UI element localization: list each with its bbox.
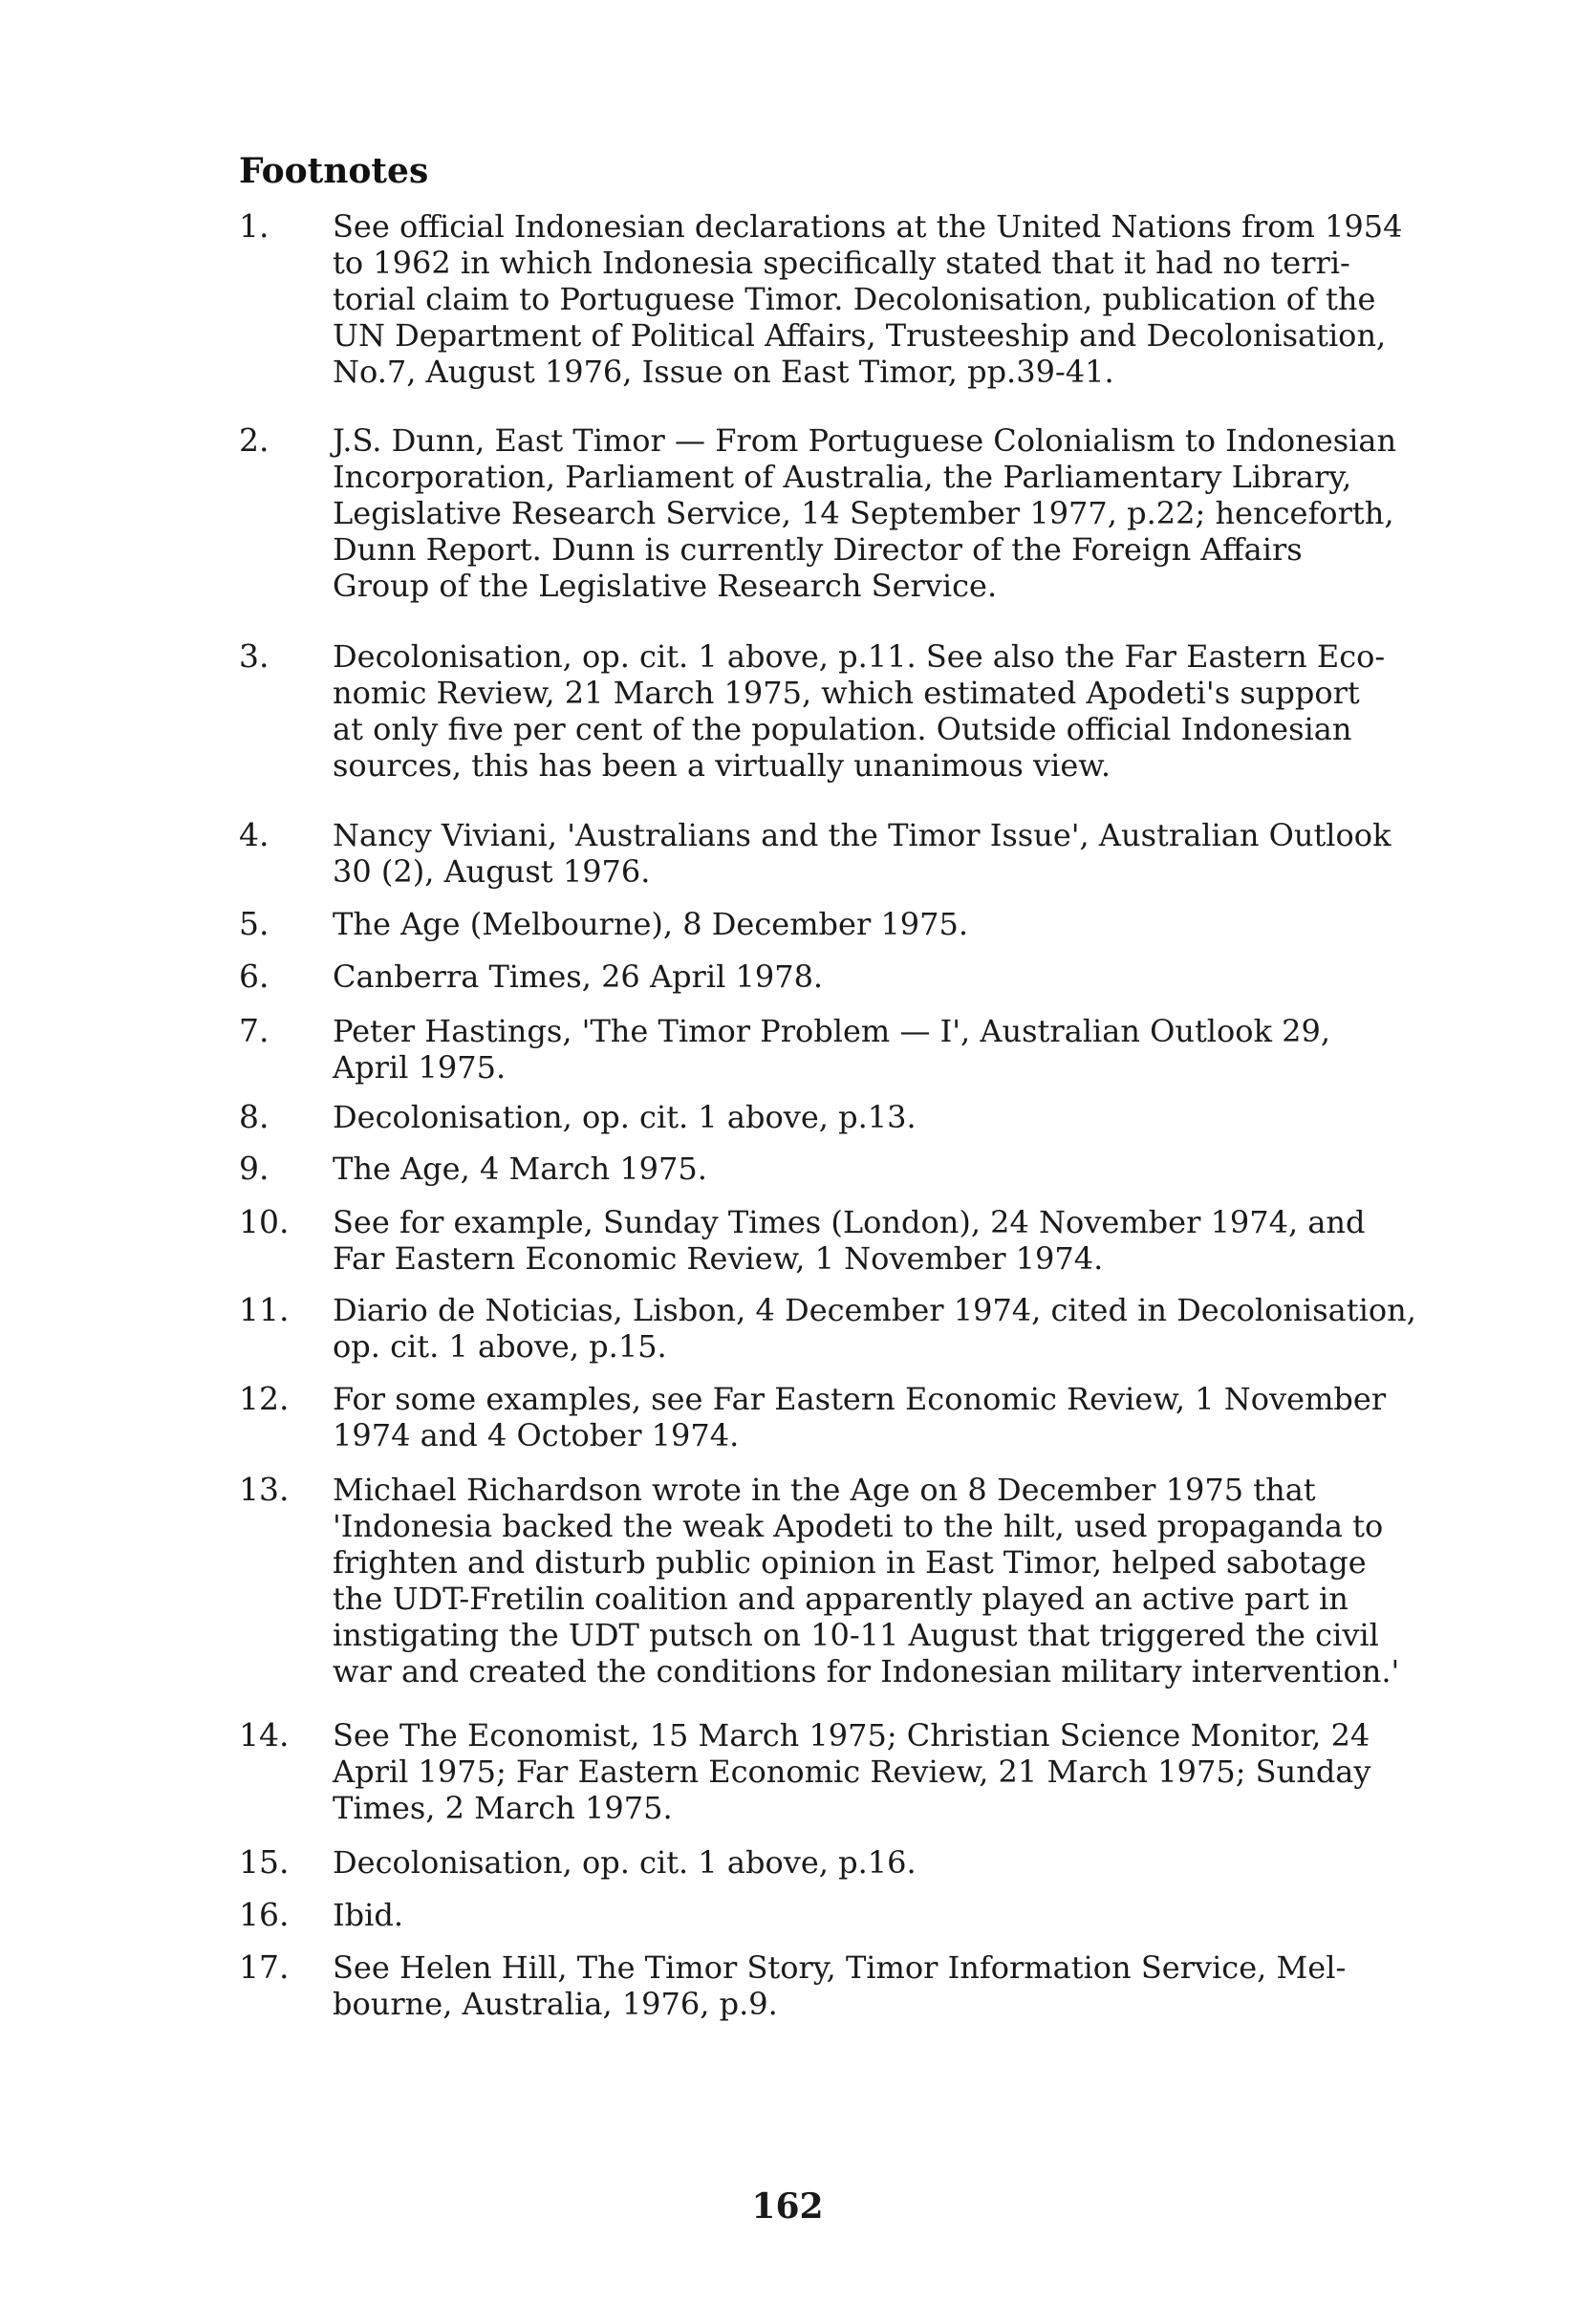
footnote-text: J.S. Dunn, East Timor — From Portuguese Colonialism to Indonesian Incorporation, Parliament of Australia, the Parliamentary Library, Legislative Research Service, 14 September 1977, p.22; henceforth, Dunn Report. Dunn is currently Director of the Foreign Affairs Group of the Legislative Research Service.: [333, 422, 1397, 604]
footnote-number: 16.: [239, 1896, 290, 1933]
footnote-text: Ibid.: [333, 1897, 404, 1933]
footnote-number: 13.: [239, 1471, 290, 1508]
footnote-number: 14.: [239, 1716, 290, 1754]
footnote-text: Michael Richardson wrote in the Age on 8 December 1975 that 'Indonesia backed the weak Apodeti to the hilt, used propaganda to frighten and disturb public opinion in East Timor, helped sabotage the UDT-Fretilin coalition and apparently played an active part in instigating the UDT putsch on 10-11 August that triggered the civil war and created the conditions for Indonesian military intervention.': [333, 1472, 1400, 1689]
footnote-text: Nancy Viviani, 'Australians and the Timor Issue', Australian Outlook 30 (2), August 1976.: [333, 817, 1392, 890]
footnote-text: The Age, 4 March 1975.: [333, 1151, 707, 1187]
footnote-1: [239, 208, 1443, 390]
footnote-number: 4.: [239, 816, 270, 853]
footnote-9: [239, 1151, 1443, 1187]
footnote-text: Decolonisation, op. cit. 1 above, p.13.: [333, 1099, 917, 1135]
footnote-2: [239, 422, 1443, 604]
footnote-text: See The Economist, 15 March 1975; Christian Science Monitor, 24 April 1975; Far Eastern Economic Review, 21 March 1975; Sunday Times, 2 March 1975.: [333, 1717, 1371, 1826]
footnote-12: [239, 1381, 1443, 1453]
footnote-4: [239, 817, 1443, 890]
footnote-text: Decolonisation, op. cit. 1 above, p.11. See also the Far Eastern Eco- nomic Review, 21 March 1975, which estimated Apodeti's support at only five per cent of the population. Outside official Indonesian sources, this has been a virtually unanimous view.: [333, 638, 1386, 784]
footnote-text: Diario de Noticias, Lisbon, 4 December 1974, cited in Decolonisation, op. cit. 1 above, p.15.: [333, 1292, 1416, 1365]
footnote-7: [239, 1013, 1443, 1086]
footnote-number: 3.: [239, 637, 270, 675]
footnote-14: [239, 1717, 1443, 1826]
footnote-text: Peter Hastings, 'The Timor Problem — I', Australian Outlook 29, April 1975.: [333, 1013, 1331, 1086]
footnote-number: 8.: [239, 1098, 270, 1135]
footnote-11: [239, 1292, 1443, 1365]
footnotes-heading: Footnotes: [239, 151, 429, 191]
footnote-number: 1.: [239, 207, 270, 245]
footnote-3: [239, 638, 1443, 784]
footnote-17: [239, 1949, 1443, 2022]
footnote-number: 11.: [239, 1291, 290, 1328]
footnote-6: [239, 958, 1443, 995]
footnote-number: 2.: [239, 421, 270, 459]
footnote-number: 15.: [239, 1843, 290, 1881]
footnote-text: Canberra Times, 26 April 1978.: [333, 958, 824, 995]
footnote-number: 10.: [239, 1203, 290, 1240]
footnote-text: For some examples, see Far Eastern Economic Review, 1 November 1974 and 4 October 1974.: [333, 1381, 1387, 1453]
footnote-16: [239, 1897, 1443, 1933]
footnote-number: 6.: [239, 958, 270, 995]
footnote-text: See Helen Hill, The Timor Story, Timor Information Service, Mel- bourne, Australia, 1976, p.9.: [333, 1949, 1347, 2022]
footnote-text: The Age (Melbourne), 8 December 1975.: [333, 906, 969, 942]
footnote-number: 17.: [239, 1948, 290, 1986]
footnote-text: See official Indonesian declarations at the United Nations from 1954 to 1962 in which Indonesia specifically stated that it had no terri- torial claim to Portuguese Timor. Decolonisation, publication of the UN Department of Political Affairs, Trusteeship and Decolonisation, No.7, August 1976, Issue on East Timor, pp.39-41.: [333, 208, 1403, 390]
footnote-number: 12.: [239, 1380, 290, 1417]
footnote-5: [239, 906, 1443, 942]
footnote-number: 7.: [239, 1012, 270, 1049]
footnote-text: See for example, Sunday Times (London), 24 November 1974, and Far Eastern Economic Review, 1 November 1974.: [333, 1204, 1366, 1277]
footnote-number: 5.: [239, 905, 270, 942]
footnote-text: Decolonisation, op. cit. 1 above, p.16.: [333, 1844, 917, 1881]
page-number: 162: [751, 2186, 824, 2227]
footnote-10: [239, 1204, 1443, 1277]
footnote-number: 9.: [239, 1150, 270, 1187]
footnote-8: [239, 1099, 1443, 1135]
footnote-13: [239, 1472, 1443, 1689]
footnote-15: [239, 1844, 1443, 1881]
